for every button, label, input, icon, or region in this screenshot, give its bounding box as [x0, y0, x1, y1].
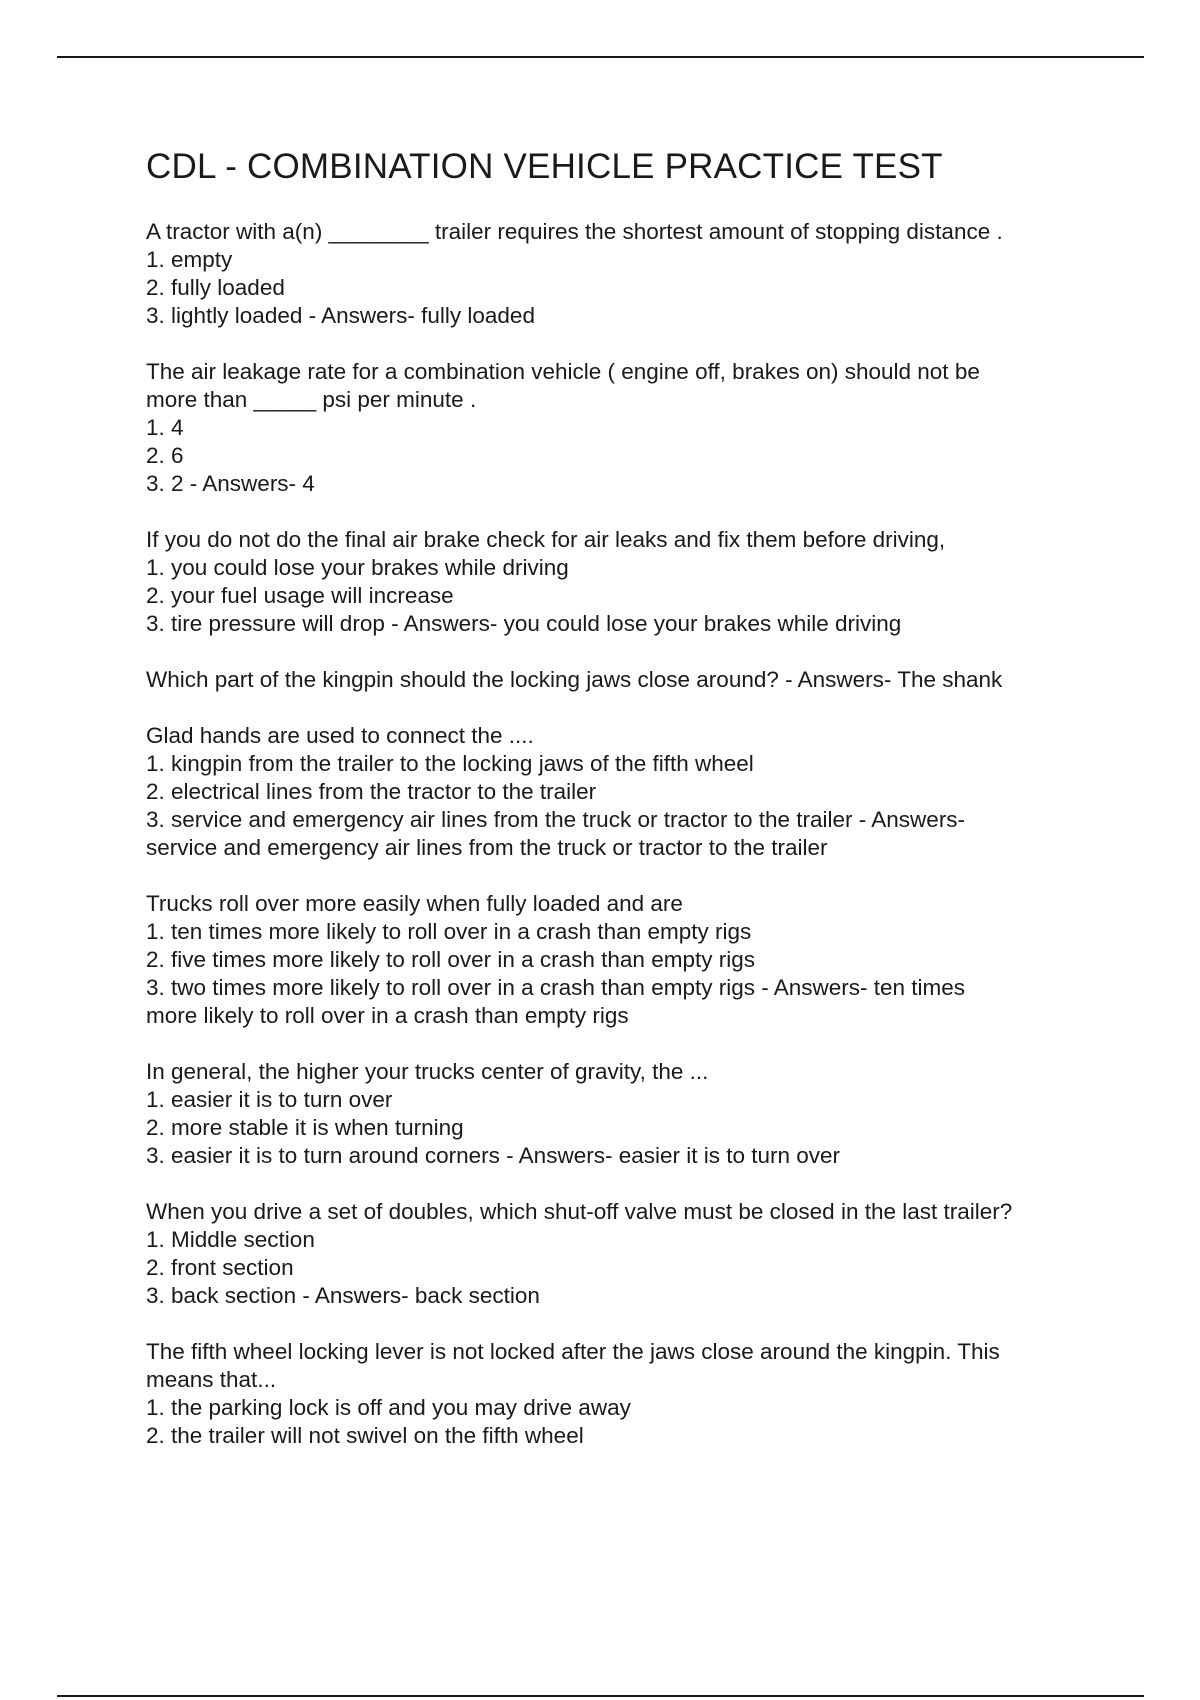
answer-option: 3. two times more likely to roll over in a crash than empty rigs - Answers- ten times — [146, 975, 966, 1000]
question-text: In general, the higher your trucks center of gravity, the ... — [146, 1059, 709, 1084]
answer-option: 1. Middle section — [146, 1227, 315, 1252]
answer-option: 2. electrical lines from the tractor to the trailer — [146, 779, 597, 804]
question-block-5 — [146, 722, 1096, 862]
answer-option: more likely to roll over in a crash than empty rigs — [146, 1003, 629, 1028]
answer-option: 2. five times more likely to roll over in a crash than empty rigs — [146, 947, 755, 972]
question-text: more than _____ psi per minute . — [146, 387, 477, 412]
question-text: The fifth wheel locking lever is not locked after the jaws close around the kingpin. This — [146, 1339, 1000, 1364]
top-divider — [57, 56, 1144, 58]
question-text: Trucks roll over more easily when fully loaded and are — [146, 891, 683, 916]
answer-option: 1. the parking lock is off and you may drive away — [146, 1395, 631, 1420]
answer-option: 2. front section — [146, 1255, 294, 1280]
answer-option: 2. your fuel usage will increase — [146, 583, 454, 608]
answer-option: 3. service and emergency air lines from the truck or tractor to the trailer - Answers- — [146, 807, 966, 832]
question-block-9 — [146, 1338, 1096, 1450]
answer-option: 3. lightly loaded - Answers- fully loaded — [146, 303, 535, 328]
question-text: means that... — [146, 1367, 277, 1392]
question-block-6 — [146, 890, 1096, 1030]
question-text: Glad hands are used to connect the .... — [146, 723, 534, 748]
answer-option: 1. ten times more likely to roll over in a crash than empty rigs — [146, 919, 752, 944]
question-text: A tractor with a(n) ________ trailer requires the shortest amount of stopping distance . — [146, 219, 1003, 244]
question-block-4 — [146, 666, 1096, 694]
answer-option: 1. empty — [146, 247, 233, 272]
question-block-7 — [146, 1058, 1096, 1170]
answer-option: 1. easier it is to turn over — [146, 1087, 393, 1112]
answer-option: 2. fully loaded — [146, 275, 285, 300]
answer-option: 3. easier it is to turn around corners - Answers- easier it is to turn over — [146, 1143, 841, 1168]
answer-option: service and emergency air lines from the truck or tractor to the trailer — [146, 835, 828, 860]
answer-option: 1. you could lose your brakes while driving — [146, 555, 569, 580]
question-block-8 — [146, 1198, 1096, 1310]
document-page — [146, 146, 1096, 1478]
question-text: Which part of the kingpin should the locking jaws close around? - Answers- The shank — [146, 667, 1003, 692]
question-block-3 — [146, 526, 1096, 638]
answer-option: 2. 6 — [146, 443, 184, 468]
answer-option: 3. tire pressure will drop - Answers- you could lose your brakes while driving — [146, 611, 902, 636]
answer-option: 3. back section - Answers- back section — [146, 1283, 540, 1308]
page-title: CDL - COMBINATION VEHICLE PRACTICE TEST — [146, 147, 943, 186]
question-block-2 — [146, 358, 1096, 498]
question-text: If you do not do the final air brake check for air leaks and fix them before driving, — [146, 527, 946, 552]
answer-option: 1. 4 — [146, 415, 184, 440]
answer-option: 3. 2 - Answers- 4 — [146, 471, 315, 496]
question-text: The air leakage rate for a combination vehicle ( engine off, brakes on) should not be — [146, 359, 980, 384]
question-text: When you drive a set of doubles, which shut-off valve must be closed in the last trailer? — [146, 1199, 1013, 1224]
answer-option: 1. kingpin from the trailer to the locking jaws of the fifth wheel — [146, 751, 754, 776]
answer-option: 2. more stable it is when turning — [146, 1115, 464, 1140]
answer-option: 2. the trailer will not swivel on the fifth wheel — [146, 1423, 584, 1448]
question-block-1 — [146, 218, 1096, 330]
bottom-divider — [57, 1695, 1144, 1697]
